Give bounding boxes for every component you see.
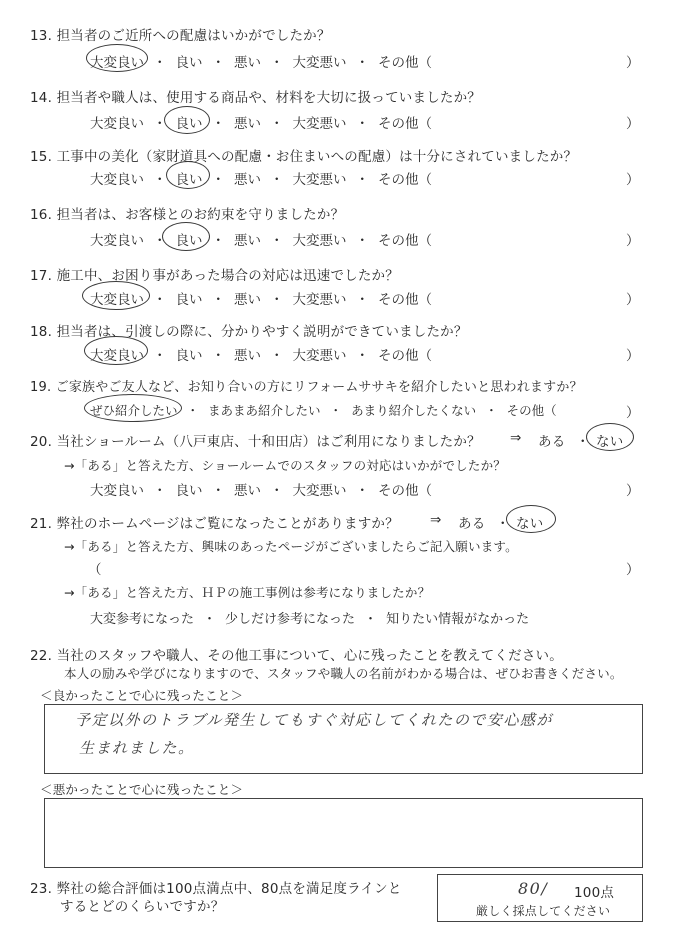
option-good[interactable]: 良い xyxy=(175,233,203,249)
option-slightly-helpful[interactable]: 少しだけ参考になった xyxy=(225,612,356,627)
option-yes[interactable]: ある xyxy=(458,516,486,532)
question-text: 弊社の総合評価は100点満点中、80点を満足度ラインと xyxy=(56,881,402,897)
option-other[interactable]: その他（ xyxy=(378,348,432,364)
answer-options-16: 大変良い ・ 良い ・ 悪い ・ 大変悪い ・ その他（ xyxy=(90,229,432,249)
option-not-helpful[interactable]: 知りたい情報がなかった xyxy=(386,612,530,627)
option-bad[interactable]: 悪い xyxy=(234,172,261,188)
question-22 xyxy=(30,644,563,664)
question-text: 当社ショールーム（八戸東店、十和田店）はご利用になりましたか？ xyxy=(56,434,481,450)
question-number: 23. xyxy=(30,881,53,897)
question-text: 担当者や職人は、使用する商品や、材料を大切に扱っていましたか？ xyxy=(56,90,482,106)
question-21-sub1: →「ある」と答えた方、興味のあったページがございましたらご記入願います。 xyxy=(64,539,518,554)
option-bad[interactable]: 悪い xyxy=(234,116,261,132)
question-21-sub2: →「ある」と答えた方、ＨＰの施工事例は参考になりましたか？ xyxy=(64,585,431,600)
question-13 xyxy=(30,24,331,44)
option-not-recommend[interactable]: あまり紹介したくない xyxy=(351,403,477,418)
score-note: 厳しく採点してください xyxy=(476,904,611,918)
option-definitely-recommend[interactable]: ぜひ紹介したい xyxy=(90,403,178,418)
option-other[interactable]: その他（ xyxy=(378,483,432,499)
option-very-bad[interactable]: 大変悪い xyxy=(292,172,347,188)
question-text: 施工中、お困り事があった場合の対応は迅速でしたか？ xyxy=(56,268,399,284)
option-very-bad[interactable]: 大変悪い xyxy=(292,348,347,364)
option-good[interactable]: 良い xyxy=(175,292,203,308)
option-very-bad[interactable]: 大変悪い xyxy=(292,233,347,249)
option-bad[interactable]: 悪い xyxy=(234,292,261,308)
option-very-bad[interactable]: 大変悪い xyxy=(292,483,347,499)
option-very-good[interactable]: 大変良い xyxy=(90,55,144,71)
option-very-bad[interactable]: 大変悪い xyxy=(292,116,347,132)
separator-dot: ・ xyxy=(496,516,510,532)
score-max: 100点 xyxy=(574,885,615,901)
option-no[interactable]: ない xyxy=(596,434,624,450)
close-paren: ） xyxy=(626,172,640,188)
close-paren: ） xyxy=(626,562,640,578)
question-text: 当社のスタッフや職人、その他工事について、心に残ったことを教えてください。 xyxy=(56,648,563,664)
good-answer-line-1: 予定以外のトラブル発生してもすぐ対応してくれたので安心感が xyxy=(75,711,553,729)
option-very-bad[interactable]: 大変悪い xyxy=(292,55,347,71)
option-good[interactable]: 良い xyxy=(175,483,203,499)
close-paren: ） xyxy=(626,348,640,364)
question-16 xyxy=(30,203,344,223)
option-very-good[interactable]: 大変良い xyxy=(90,483,144,499)
question-20-sub: →「ある」と答えた方、ショールームでのスタッフの対応はいかがでしたか？ xyxy=(64,458,506,473)
open-paren: （ xyxy=(88,562,102,578)
question-23 xyxy=(30,877,402,897)
option-no[interactable]: ない xyxy=(516,516,544,532)
question-20 xyxy=(30,430,481,450)
question-text: 工事中の美化（家財道具への配慮・お住まいへの配慮）は十分にされていましたか？ xyxy=(56,149,578,165)
arrow-icon: ⇒ xyxy=(430,512,442,528)
option-very-bad[interactable]: 大変悪い xyxy=(292,292,347,308)
question-22-sub: 本人の励みや学びになりますので、スタッフや職人の名前がわかる場合は、ぜひお書きください。 xyxy=(64,666,623,681)
option-bad[interactable]: 悪い xyxy=(234,348,261,364)
question-number: 14. xyxy=(30,90,53,106)
score-box[interactable] xyxy=(437,874,643,922)
question-number: 20. xyxy=(30,434,53,450)
question-text: 担当者は、引渡しの際に、分かりやすく説明ができていましたか？ xyxy=(56,324,468,340)
question-number: 13. xyxy=(30,28,53,44)
option-other[interactable]: その他（ xyxy=(378,116,432,132)
separator-dot: ・ xyxy=(576,434,590,450)
option-bad[interactable]: 悪い xyxy=(234,483,261,499)
option-other[interactable]: その他（ xyxy=(378,292,432,308)
option-very-helpful[interactable]: 大変参考になった xyxy=(90,612,195,627)
question-number: 17. xyxy=(30,268,53,284)
bad-heading: ＜悪かったことで心に残ったこと＞ xyxy=(40,782,244,797)
answer-options-19: ぜひ紹介したい ・ まあまあ紹介したい ・ あまり紹介したくない ・ その他（ xyxy=(90,403,557,418)
question-text: ご家族やご友人など、お知り合いの方にリフォームササキを紹介したいと思われますか？ xyxy=(55,380,583,395)
option-other[interactable]: その他（ xyxy=(378,172,432,188)
question-number: 18. xyxy=(30,324,53,340)
good-heading: ＜良かったことで心に残ったこと＞ xyxy=(40,688,244,703)
option-good[interactable]: 良い xyxy=(175,55,203,71)
question-19 xyxy=(30,376,583,395)
option-very-good[interactable]: 大変良い xyxy=(90,172,144,188)
option-very-good[interactable]: 大変良い xyxy=(90,292,144,308)
option-very-good[interactable]: 大変良い xyxy=(90,233,144,249)
question-number: 16. xyxy=(30,207,53,223)
option-other[interactable]: その他（ xyxy=(378,233,432,249)
option-yes[interactable]: ある xyxy=(538,434,566,450)
answer-options-15: 大変良い ・ 良い ・ 悪い ・ 大変悪い ・ その他（ xyxy=(90,168,432,188)
close-paren: ） xyxy=(626,233,640,249)
question-number: 19. xyxy=(30,380,52,395)
question-number: 21. xyxy=(30,516,53,532)
question-23-line-2: するとどのくらいですか？ xyxy=(60,899,225,915)
question-text: 担当者のご近所への配慮はいかがでしたか？ xyxy=(56,28,331,44)
option-good[interactable]: 良い xyxy=(175,348,203,364)
question-text: 弊社のホームページはご覧になったことがありますか？ xyxy=(56,516,399,532)
question-14 xyxy=(30,86,481,106)
question-18 xyxy=(30,320,468,340)
answer-options-13: 大変良い ・ 良い ・ 悪い ・ 大変悪い ・ その他（ xyxy=(90,51,432,71)
answer-options-14: 大変良い ・ 良い ・ 悪い ・ 大変悪い ・ その他（ xyxy=(90,112,432,132)
bad-comment-box[interactable] xyxy=(44,798,643,868)
option-other[interactable]: その他（ xyxy=(378,55,432,71)
option-bad[interactable]: 悪い xyxy=(234,55,261,71)
option-good[interactable]: 良い xyxy=(175,116,203,132)
option-bad[interactable]: 悪い xyxy=(234,233,261,249)
answer-options-17: 大変良い ・ 良い ・ 悪い ・ 大変悪い ・ その他（ xyxy=(90,288,432,308)
option-somewhat-recommend[interactable]: まあまあ紹介したい xyxy=(208,403,321,418)
close-paren: ） xyxy=(626,55,640,71)
good-answer-line-2: 生まれました。 xyxy=(79,739,195,757)
good-comment-box[interactable] xyxy=(44,704,643,774)
question-15 xyxy=(30,145,577,165)
question-text: 担当者は、お客様とのお約束を守りましたか？ xyxy=(56,207,345,223)
score-value: 80/ xyxy=(518,879,549,898)
answer-options-18: 大変良い ・ 良い ・ 悪い ・ 大変悪い ・ その他（ xyxy=(90,344,432,364)
close-paren: ） xyxy=(626,292,640,308)
option-good[interactable]: 良い xyxy=(175,172,203,188)
close-paren: ） xyxy=(626,405,640,421)
question-number: 22. xyxy=(30,648,53,664)
option-very-good[interactable]: 大変良い xyxy=(90,348,144,364)
question-17 xyxy=(30,264,399,284)
arrow-icon: ⇒ xyxy=(510,430,522,446)
option-very-good[interactable]: 大変良い xyxy=(90,116,144,132)
option-other[interactable]: その他（ xyxy=(506,403,557,418)
answer-options-21: 大変参考になった ・ 少しだけ参考になった ・ 知りたい情報がなかった xyxy=(90,608,529,627)
close-paren: ） xyxy=(626,483,640,499)
close-paren: ） xyxy=(626,116,640,132)
question-number: 15. xyxy=(30,149,53,165)
question-21 xyxy=(30,512,399,532)
answer-options-20: 大変良い ・ 良い ・ 悪い ・ 大変悪い ・ その他（ xyxy=(90,479,432,499)
